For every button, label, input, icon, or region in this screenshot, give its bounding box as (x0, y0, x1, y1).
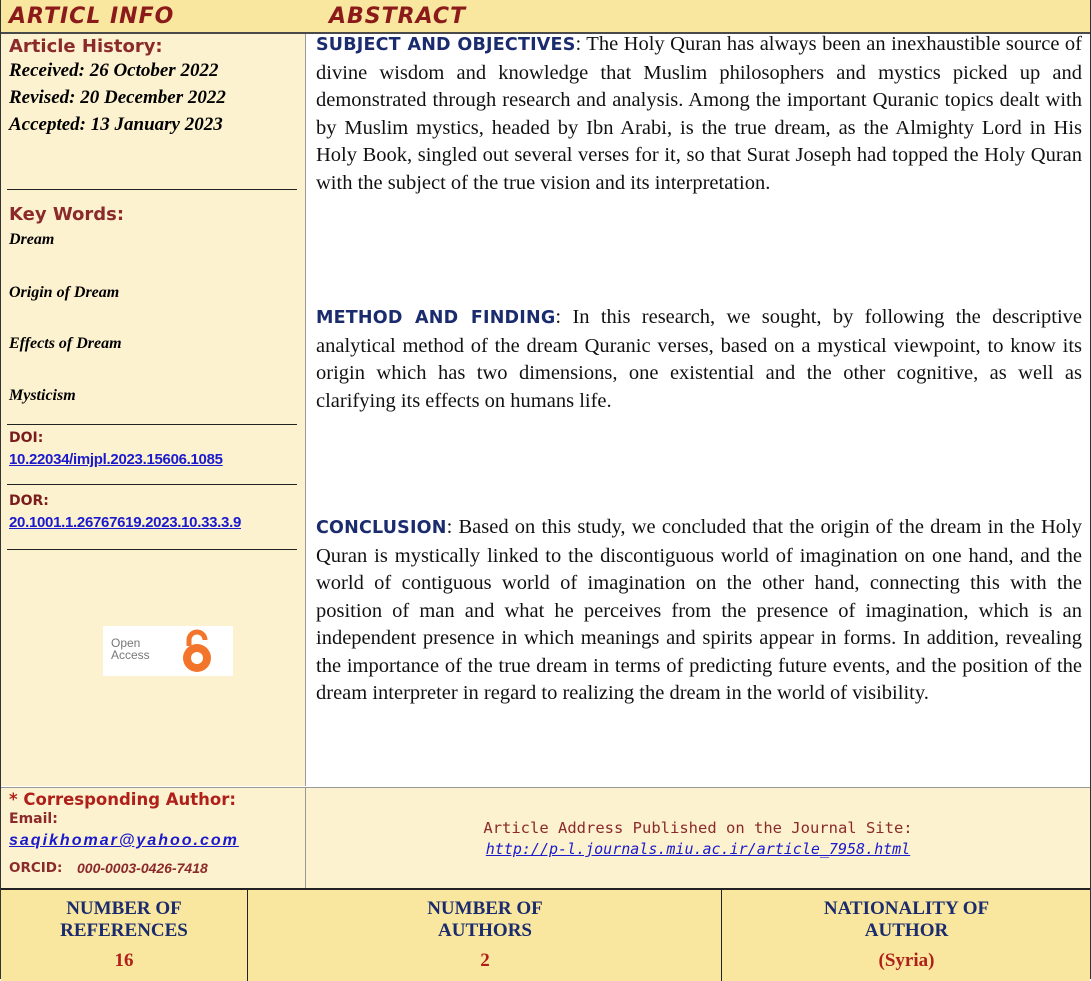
method-text: : In this research, we sought, by following the descriptive analytical method of the dream Quranic verses, based on a mystical viewpoint, to know its origin which has two dimensions, one existential and the other cognitive, as well as clarifying its effects on humans life. (316, 306, 1083, 412)
corresponding-author-box (1, 788, 306, 888)
method-heading: METHOD AND FINDING (316, 308, 556, 328)
revised-date: Revised: 20 December 2022 (9, 87, 226, 108)
stat-value: 2 (480, 950, 490, 971)
orcid-value: 000-0003-0426-7418 (77, 860, 208, 876)
article-info-heading: ARTICL INFO (9, 4, 175, 29)
email-label: Email: (9, 811, 58, 827)
article-info-column (1, 34, 306, 786)
doi-link[interactable]: 10.22034/imjpl.2023.15606.1085 (9, 451, 223, 468)
subject-heading: SUBJECT AND OBJECTIVES (316, 35, 576, 55)
stats-row (1, 888, 1090, 981)
nationality-stat (721, 890, 1091, 981)
article-history-title: Article History: (9, 36, 163, 57)
open-access-logo (103, 626, 233, 676)
header-bar (1, 0, 1090, 34)
accepted-date: Accepted: 13 January 2023 (9, 114, 223, 135)
abstract-column (306, 34, 1090, 786)
article-address-link[interactable]: http://p-l.journals.miu.ac.ir/article_7958.html (485, 840, 911, 858)
stat-label (722, 898, 1091, 942)
corresponding-author-title: * Corresponding Author: (9, 790, 236, 809)
doi-label: DOI: (9, 430, 44, 446)
subject-paragraph (316, 31, 1082, 197)
stat-value: (Syria) (878, 950, 935, 971)
stat-label-line1: NATIONALITY OF (823, 898, 990, 919)
stat-label-line2: REFERENCES (60, 920, 188, 941)
conclusion-heading: CONCLUSION (316, 518, 447, 538)
divider (7, 484, 297, 485)
orcid-label: ORCID: (9, 860, 63, 876)
corresponding-row (1, 787, 1090, 888)
authors-stat (247, 890, 722, 981)
stat-label-line1: NUMBER OF (427, 898, 543, 919)
stat-label-line2: AUTHORS (438, 920, 532, 941)
conclusion-text: : Based on this study, we concluded that the origin of the dream in the Holy Quran is mystically linked to the discontiguous world of imagination on one hand, and the world of contiguous world of imagination on the other hand, connecting this with the position of man and what he perceives from the presence of imagination, which is an independent presence in which meanings and spirits appear in forms. In addition, revealing the importance of the true dream in terms of predicting future events, and the position of the dream interpreter in regard to realizing the dream in the world of visibility. (316, 516, 1082, 704)
email-link[interactable]: saqikhomar@yahoo.com (9, 832, 239, 849)
subject-text: : The Holy Quran has always been an inexhaustible source of divine wisdom and knowledge that Muslim philosophers and mystics picked up and demonstrated through research and analysis. Among the important Quranic topics dealt with by Muslim mystics, headed by Ibn Arabi, is the true dream, as the Almighty Lord in His Holy Book, singled out several verses for it, so that Surat Joseph had topped the Holy Quran with the subject of the true vision and its interpretation. (316, 33, 1082, 194)
keywords-title: Key Words: (9, 204, 125, 225)
divider (7, 189, 297, 190)
stat-label (1, 898, 247, 942)
open-access-text (111, 637, 150, 661)
conclusion-paragraph (316, 514, 1082, 708)
dor-link[interactable]: 20.1001.1.26767619.2023.10.33.3.9 (9, 514, 241, 531)
divider (7, 549, 297, 550)
keyword-item: Dream (9, 231, 55, 248)
references-stat (1, 890, 247, 981)
keyword-item: Effects of Dream (9, 335, 122, 352)
keyword-item: Origin of Dream (9, 284, 120, 301)
received-date: Received: 26 October 2022 (9, 60, 219, 81)
article-address-box (306, 788, 1090, 888)
stat-label-line1: NUMBER OF (66, 898, 182, 919)
method-paragraph (316, 304, 1082, 415)
dor-label: DOR: (9, 493, 49, 509)
open-access-line2: Access (111, 648, 150, 662)
keyword-item: Mysticism (9, 387, 76, 404)
stat-label-line2: AUTHOR (864, 920, 949, 941)
abstract-heading: ABSTRACT (329, 4, 467, 29)
divider (7, 424, 297, 425)
stat-label (248, 898, 722, 942)
open-access-line1: Open (111, 636, 141, 650)
stat-value: 16 (114, 950, 134, 971)
article-address-label: Article Address Published on the Journal Site: (483, 819, 913, 837)
open-access-icon (171, 628, 223, 674)
